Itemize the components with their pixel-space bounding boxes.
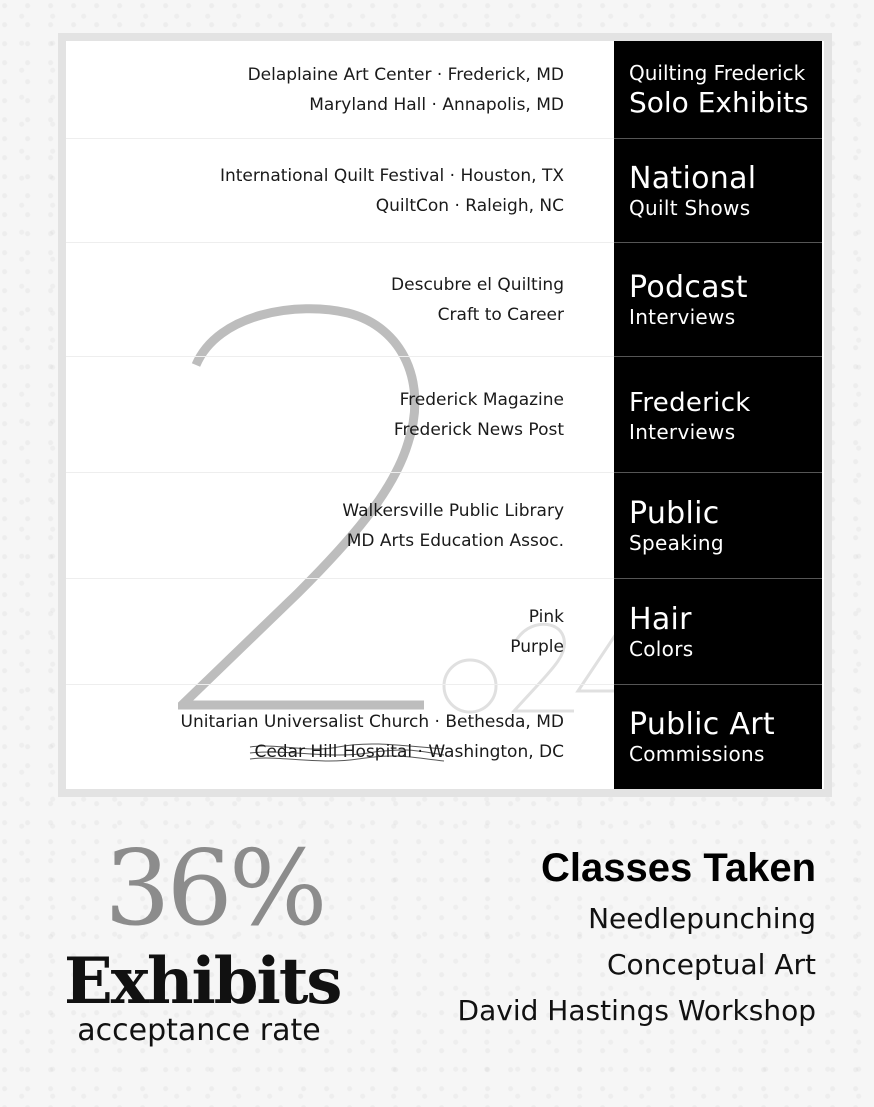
category-bottom: Quilt Shows bbox=[629, 195, 751, 220]
classes-taken bbox=[396, 840, 816, 1034]
category-bottom: Solo Exhibits bbox=[629, 85, 809, 119]
row-category bbox=[614, 357, 822, 473]
accomplishments-card bbox=[58, 33, 832, 797]
detail-line: Delaplaine Art Center · Frederick, MD bbox=[247, 64, 564, 85]
acceptance-stat bbox=[64, 818, 364, 1068]
detail-line: Craft to Career bbox=[437, 304, 564, 325]
detail-line: Maryland Hall · Annapolis, MD bbox=[309, 94, 564, 115]
row-details bbox=[66, 243, 614, 357]
row-category bbox=[614, 139, 822, 243]
category-bottom: Speaking bbox=[629, 530, 724, 555]
accomplishments-panel bbox=[66, 41, 824, 789]
row-category bbox=[614, 243, 822, 357]
detail-line: Walkersville Public Library bbox=[342, 500, 564, 521]
category-bottom: Commissions bbox=[629, 742, 765, 766]
category-top: Quilting Frederick bbox=[629, 60, 806, 85]
row-category bbox=[614, 41, 822, 139]
detail-line bbox=[254, 737, 564, 767]
row-solo-exhibits bbox=[66, 41, 824, 139]
row-details bbox=[66, 41, 614, 139]
detail-line: Frederick News Post bbox=[393, 419, 564, 440]
row-public-speaking bbox=[66, 473, 824, 579]
detail-line: Frederick Magazine bbox=[399, 389, 564, 410]
category-bottom: Interviews bbox=[629, 304, 736, 329]
detail-line: Pink bbox=[528, 606, 564, 627]
row-public-art-commissions bbox=[66, 685, 824, 789]
class-item: David Hastings Workshop bbox=[457, 994, 816, 1027]
stat-label: Exhibits bbox=[64, 944, 341, 1019]
detail-location: · Washington, DC bbox=[412, 742, 564, 762]
category-top: Hair bbox=[629, 601, 692, 637]
row-category bbox=[614, 685, 822, 789]
category-bottom: Interviews bbox=[629, 419, 736, 444]
row-category bbox=[614, 473, 822, 579]
class-item: Needlepunching bbox=[588, 902, 816, 935]
row-frederick-interviews bbox=[66, 357, 824, 473]
detail-line: International Quilt Festival · Houston, TX bbox=[219, 165, 564, 186]
class-item: Conceptual Art bbox=[606, 948, 816, 981]
stat-percent: 36% bbox=[104, 827, 324, 949]
stat-subtitle: acceptance rate bbox=[77, 1013, 321, 1048]
row-details bbox=[66, 139, 614, 243]
scribbled-text: Cedar Hill Hospital bbox=[254, 742, 413, 762]
category-top: National bbox=[629, 160, 757, 196]
row-details bbox=[66, 473, 614, 579]
scribbled-out-text bbox=[254, 737, 412, 767]
row-category bbox=[614, 579, 822, 685]
row-national-quilt-shows bbox=[66, 139, 824, 243]
detail-line: Unitarian Universalist Church · Bethesda, MD bbox=[180, 712, 564, 732]
row-podcast-interviews bbox=[66, 243, 824, 357]
detail-line: MD Arts Education Assoc. bbox=[346, 530, 564, 551]
category-bottom: Colors bbox=[629, 636, 694, 661]
classes-title: Classes Taken bbox=[541, 846, 816, 890]
row-hair-colors bbox=[66, 579, 824, 685]
category-top: Public Art bbox=[629, 707, 775, 742]
category-top: Frederick bbox=[629, 387, 751, 418]
row-details bbox=[66, 579, 614, 685]
detail-line: Descubre el Quilting bbox=[391, 274, 564, 295]
detail-line: QuiltCon · Raleigh, NC bbox=[375, 195, 564, 216]
detail-line: Purple bbox=[510, 636, 564, 657]
category-top: Podcast bbox=[629, 269, 748, 305]
row-details bbox=[66, 357, 614, 473]
row-details bbox=[66, 685, 614, 789]
category-top: Public bbox=[629, 495, 720, 531]
